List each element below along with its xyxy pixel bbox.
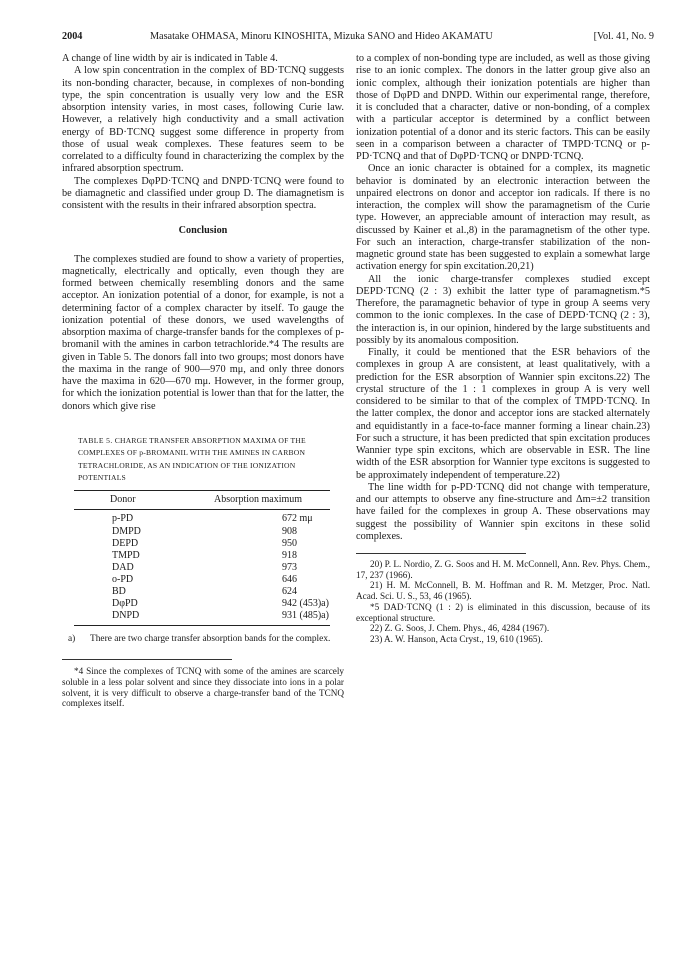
header-authors: Masatake OHMASA, Minoru KINOSHITA, Mizuka SANO and Hideo AKAMATU: [150, 31, 493, 42]
reference-item: 22) Z. G. Soos, J. Chem. Phys., 46, 4284 (1967).: [370, 623, 550, 634]
footnote-divider: [62, 659, 232, 660]
table-caption: [62, 435, 344, 485]
reference-item: 21) H. M. McConnell, B. M. Hoffman and R. M. Metzger, Proc. Natl. Acad. Sci. U. S., 53, 46 (1965).: [356, 580, 650, 602]
paragraph: to a complex of non-bonding type are included, as well as those giving rise to an ionic complex. The donors in the latter group give also an ionic complex, although their ionization potentials are higher than those of DφPD and DNPD. Within our experimental range, therefore, it is concluded that a character, dative or non-bonding, of a complex with a particular acceptor is determined by a conflict between ionization potential of a donor and its steric factors. This can be easily seen in a comparison between a character of TMPD·TCNQ or p-PD·TCNQ and that of DφPD·TCNQ or DNPD·TCNQ.: [356, 53, 650, 162]
table-title: CHARGE TRANSFER ABSORPTION MAXIMA OF THE COMPLEXES OF p-BROMANIL WITH THE AMINES IN CARBON TETRACHLORIDE, AS AN INDICATION OF THE IONIZATION POTENTIALS: [78, 435, 306, 482]
right-column: [356, 53, 650, 645]
donor-cell: TMPD: [112, 549, 140, 561]
paragraph: The complexes studied are found to show a variety of properties, magnetically, electrically and optically, even though they are formed between chemically resembling donors and the same acceptor. An ionization potential of a donor, for example, is not a determining factor of a complex character by itself. To gauge the ionization potential of these donors, we used wavelengths of absorption maxima of charge-transfer bands for the complexes of p-bromanil with the amines in carbon tetrachloride.*4 The results are given in Table 5. The donors fall into two groups; most donors have the maxima in the range of 900—970 mμ, and only three donors have the maxima in 620—670 mμ. However, in the former group, for which the ionization potential is lower than that for the latter, the donors which give rise: [62, 253, 344, 412]
absorption-cell: 931 (485)a): [194, 610, 330, 626]
table-label: TABLE 5.: [78, 435, 113, 445]
reference-item: 23) A. W. Hanson, Acta Cryst., 19, 610 (1965).: [370, 633, 543, 644]
header-volume: [Vol. 41, No. 9: [593, 31, 654, 42]
absorption-cell: 918: [282, 549, 297, 561]
table-row: [74, 610, 330, 626]
donor-cell: DφPD: [112, 598, 138, 610]
table-note-label: a): [68, 634, 76, 645]
table-row: [74, 550, 330, 562]
footnote: *4 Since the complexes of TCNQ with some of the amines are scarcely soluble in a less polar solvent and since they dissociate into ions in a polar solvent, it is very difficult to observe a charge-transfer band of the TCNQ complexes itself.: [62, 666, 344, 709]
paragraph: A low spin concentration in the complex of BD·TCNQ suggests its non-bonding character, because, in complexes of non-bonding type, the spin concentration is usually very low and the ESR absorption intensity varies, in most cases, following Curie law. However, a relatively high conductivity and a small activation energy of BD·TCNQ suggest some difference in property from those of usual weak complexes. These features seem to be correlated to a difficulty found in characterizing the complex by the infrared absorption spectrum.: [62, 65, 344, 175]
section-heading: Conclusion: [178, 225, 228, 237]
running-header: [62, 31, 654, 45]
references-divider: [356, 553, 526, 554]
absorption-table: [74, 490, 330, 626]
paragraph: All the ionic charge-transfer complexes studied except DEPD·TCNQ (2 : 3) exhibit the latter type of paramagnetism.*5 Therefore, the paramagnetic behavior of type in group A seems very common to the ionic complexes. In the case of DEPD·TCNQ (2 : 3), the interaction is, in our opinion, hindered by the large substituents and possibly by its anomalous composition.: [356, 273, 650, 346]
table-note-text: There are two charge transfer absorption bands for the complex.: [90, 634, 331, 645]
absorption-cell: 942 (453)a): [282, 598, 329, 610]
references: [356, 553, 650, 645]
paragraph: The line width for p-PD·TCNQ did not change with temperature, and our attempts to observe any fine-structure and Δm=±2 transition have failed for the complexes in group A. These observations may suggest the possibility of Wannier spin excitons in these solid complexes.: [356, 481, 650, 542]
table-note: [62, 634, 344, 645]
absorption-cell: 973: [282, 561, 297, 573]
page-number: 2004: [62, 31, 83, 42]
paragraph: The complexes DφPD·TCNQ and DNPD·TCNQ were found to be diamagnetic and classified under group D. The diamagnetism is consistent with the results in their infrared absorption spectra.: [62, 175, 344, 211]
paragraph: Once an ionic character is obtained for a complex, its magnetic behavior is dominated by an electronic interaction between the unpaired electrons on donor and acceptor ion radicals. If there is no interaction, the complex will show the paramagnetism of the Curie type. However, an appreciable amount of interaction may result, as discussed by Kainer et al.,8) in the paramagnetism of the other type. For such an interaction, charge-transfer stabilization of the non-magnetic ground state has been suggested to explain a somewhat large activation energy for spin excitation.20,21): [356, 163, 650, 273]
absorption-cell: 672 mμ: [282, 513, 313, 525]
paragraph: A change of line width by air is indicated in Table 4.: [62, 53, 278, 64]
absorption-cell: 950: [282, 537, 297, 549]
donor-cell: DNPD: [74, 610, 194, 626]
donor-cell: o-PD: [112, 573, 134, 585]
absorption-cell: 646: [282, 573, 297, 585]
table-row: [74, 538, 330, 550]
reference-item: *5 DAD·TCNQ (1 : 2) is eliminated in this discussion, because of its exceptional structure.: [356, 601, 650, 623]
table-row: [74, 562, 330, 574]
donor-cell: DAD: [112, 561, 134, 573]
donor-cell: BD: [112, 586, 126, 598]
table-header-absorption: Absorption maximum: [194, 491, 330, 510]
left-column: [62, 53, 344, 709]
table-row: [74, 526, 330, 538]
table-row: [74, 510, 330, 526]
donor-cell: DMPD: [112, 525, 141, 537]
table-header-donor: Donor: [74, 491, 194, 510]
donor-cell: p-PD: [112, 513, 134, 525]
paragraph: Finally, it could be mentioned that the ESR behaviors of the complexes in group A are consistent, at least qualitatively, with a prediction for the ESR absorption of Wannier spin excitons.22) The crystal structure of the 1 : 1 complexes in group A is very well considered to be similar to that of the complex of TMPD·TCNQ. In the latter complex, the donor and acceptor ions are stacked alternately and equidistantly in a face-to-face manner forming a linear chain.23) For such a structure, it has been predicted that spin excitation produces Wannier type spin excitons, which are observable in ESR. The line width of the ESR absorption for Wannier type excitons is suggested to be approximately independent of temperature.22): [356, 347, 650, 481]
table-row: [74, 598, 330, 610]
table-row: [74, 586, 330, 598]
reference-item: 20) P. L. Nordio, Z. G. Soos and H. M. McConnell, Ann. Rev. Phys. Chem., 17, 237 (1966).: [356, 559, 650, 580]
donor-cell: DEPD: [112, 537, 139, 549]
table-row: [74, 574, 330, 586]
absorption-cell: 908: [282, 525, 297, 537]
absorption-cell: 624: [282, 586, 297, 598]
